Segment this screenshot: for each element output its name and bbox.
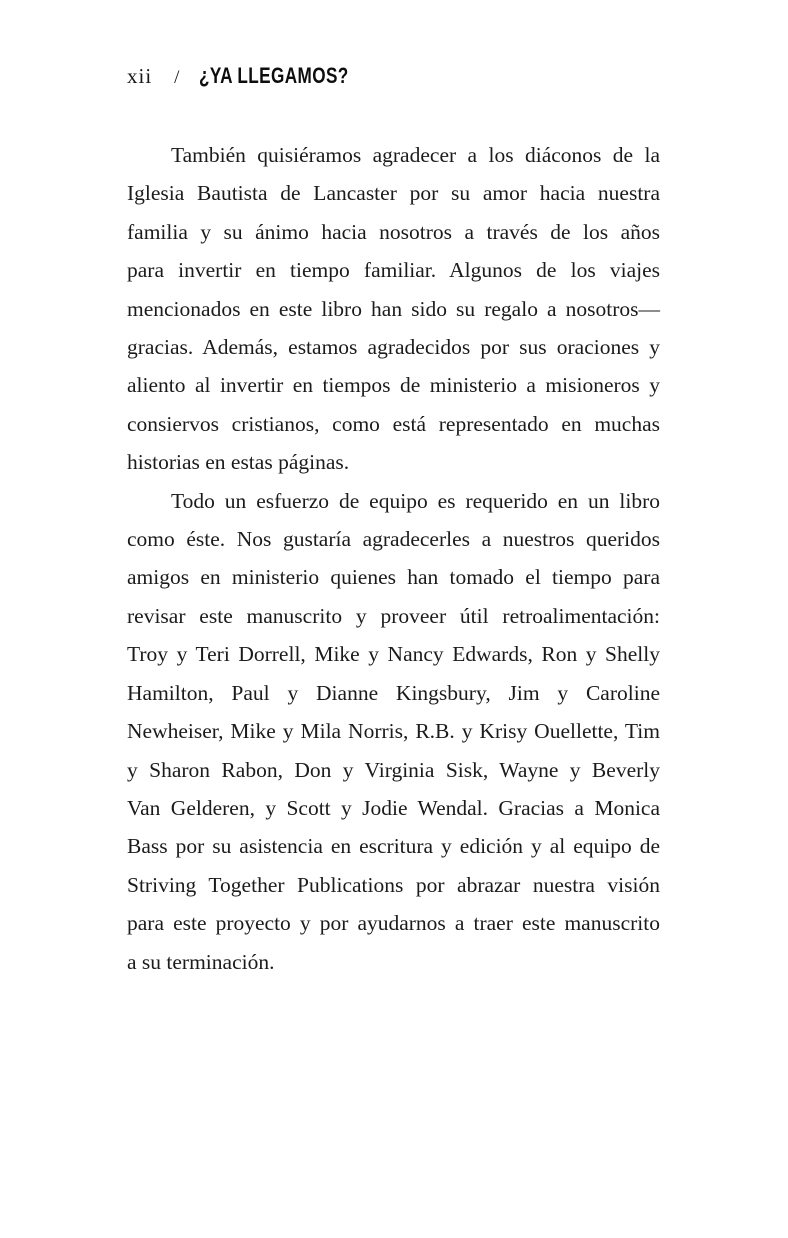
- text-line: Iglesia Bautista de Lancaster por su amor hacia nuestra: [127, 181, 660, 206]
- text-line: Van Gelderen, y Scott y Jodie Wendal. Gracias a Monica: [127, 795, 660, 820]
- text-line: a su terminación.: [127, 949, 275, 974]
- text-line: para este proyecto y por ayudarnos a traer este manuscrito: [127, 911, 660, 936]
- text-line: como éste. Nos gustaría agradecerles a nuestros queridos: [127, 527, 660, 552]
- text-line: mencionados en este libro han sido su regalo a nosotros—: [127, 296, 660, 321]
- text-line: aliento al invertir en tiempos de ministerio a misioneros y: [127, 373, 660, 398]
- running-header: [127, 63, 391, 89]
- text-line: revisar este manuscrito y proveer útil retroalimentación:: [127, 603, 660, 628]
- text-line: consiervos cristianos, como está representado en muchas: [127, 411, 660, 436]
- page-number: xii: [127, 64, 153, 88]
- text-line: familia y su ánimo hacia nosotros a través de los años: [127, 219, 660, 244]
- text-line: Newheiser, Mike y Mila Norris, R.B. y Krisy Ouellette, Tim: [127, 719, 660, 744]
- paragraph: [127, 136, 660, 482]
- paragraph: [127, 482, 660, 981]
- text-line: gracias. Además, estamos agradecidos por sus oraciones y: [127, 335, 660, 360]
- text-line: Troy y Teri Dorrell, Mike y Nancy Edwards, Ron y Shelly: [127, 642, 660, 667]
- text-line: Hamilton, Paul y Dianne Kingsbury, Jim y Caroline: [127, 680, 660, 705]
- text-line: Todo un esfuerzo de equipo es requerido en un libro: [171, 488, 660, 513]
- text-line: Striving Together Publications por abrazar nuestra visión: [127, 872, 660, 897]
- page-body: [127, 136, 660, 981]
- text-line: amigos en ministerio quienes han tomado el tiempo para: [127, 565, 660, 590]
- text-line: historias en estas páginas.: [127, 450, 350, 475]
- text-line: También quisiéramos agradecer a los diáconos de la: [171, 143, 660, 167]
- chapter-title: ¿YA LLEGAMOS?: [199, 63, 350, 88]
- text-line: y Sharon Rabon, Don y Virginia Sisk, Wayne y Beverly: [127, 757, 660, 782]
- text-line: Bass por su asistencia en escritura y edición y al equipo de: [127, 834, 660, 859]
- text-line: para invertir en tiempo familiar. Algunos de los viajes: [127, 258, 660, 283]
- header-separator: /: [174, 67, 180, 88]
